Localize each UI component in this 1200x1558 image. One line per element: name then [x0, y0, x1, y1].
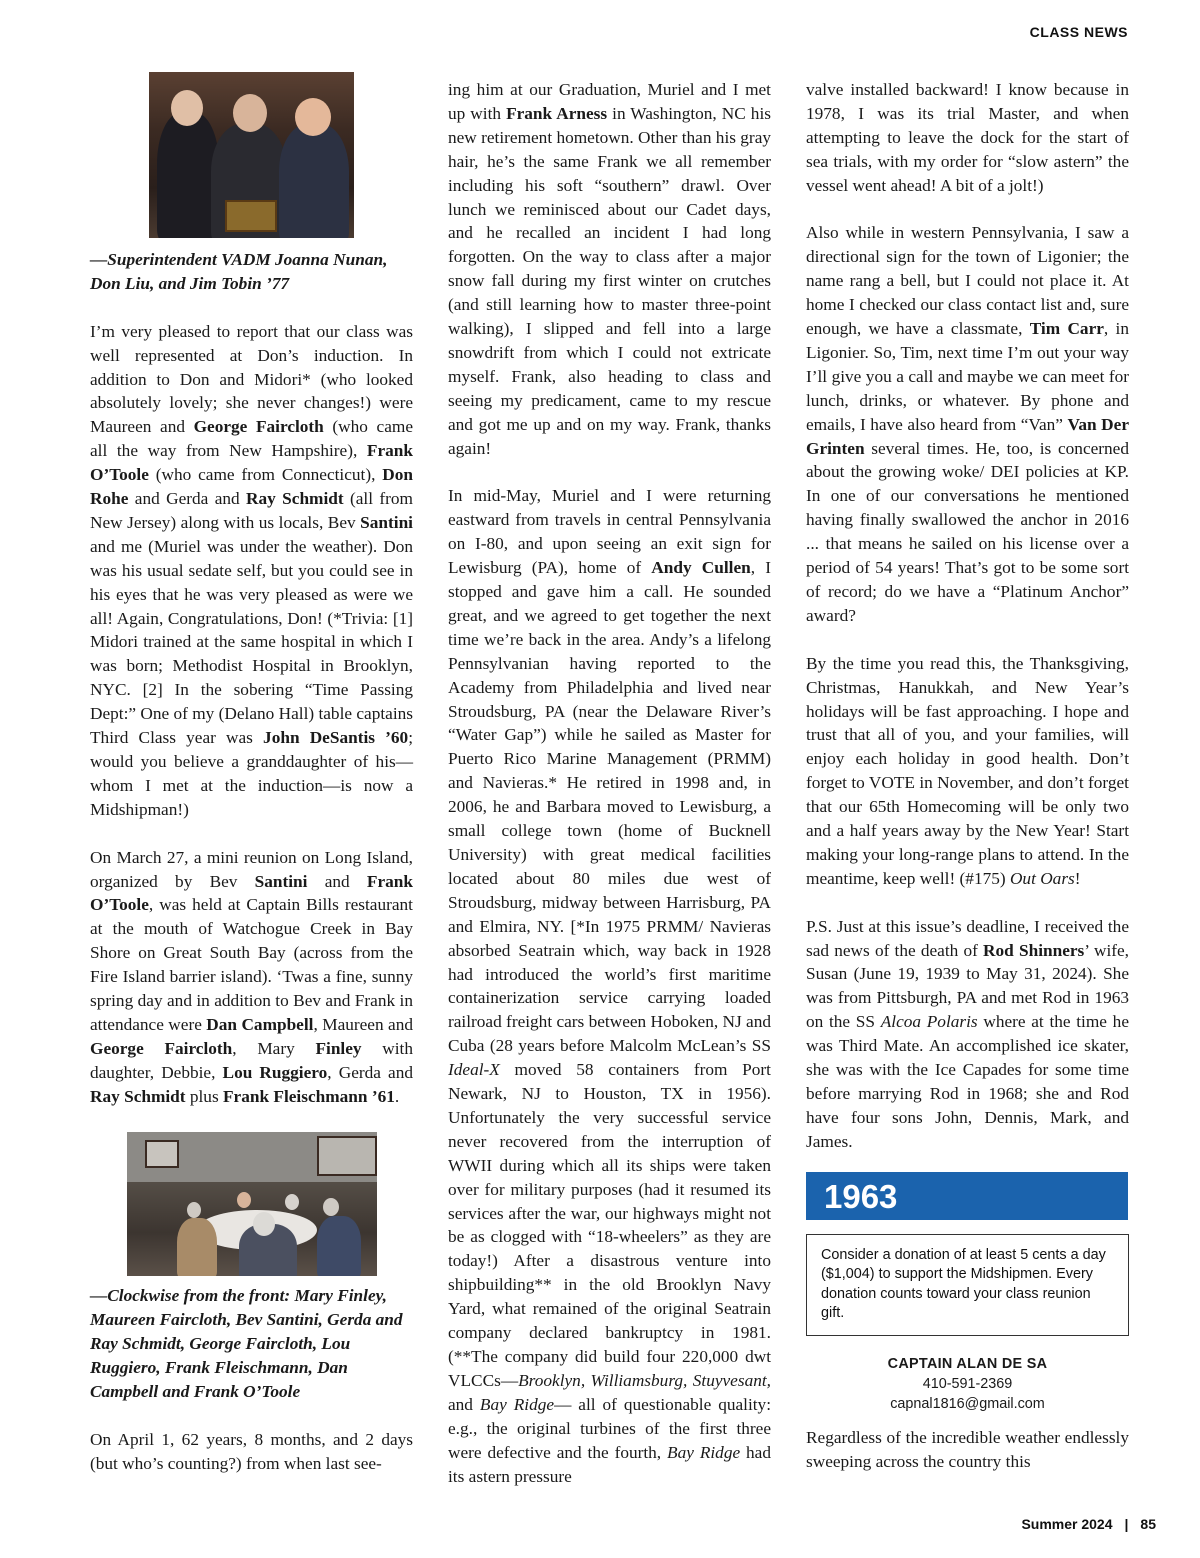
- col2-paragraph-2: In mid-May, Muriel and I were returning eastward from travels in central Pennsylvania on I-80, and upon seeing an exit sign for Lewisburg (PA), home of Andy Cullen, I stopped and gave him a call. He sounded great, and we agreed to get together the next time we’re back in the area. Andy’s a lifelong Pennsylvanian having reported to the Academy from Philadelphia and lived near Stroudsburg, PA (near the Delaware River’s “Water Gap”) while he sailed as Master for Puerto Rico Marine Management (PRMM) and Navieras.* He retired in 1998 and, in 2006, he and Barbara moved to Lewisburg, a small college town (home of Bucknell University) with great medical facilities located about 80 miles due west of Stroudsburg, midway between Harrisburg, PA and Elmira, NY. [*In 1975 PRMM/ Navieras absorbed Seatrain which, way back in 1928 had introduced the world’s first maritime containerization service carrying loaded railroad freight cars between Hoboken, NJ and Cuba (28 years before Malcolm McLean’s SS Ideal-X moved 58 containers from Port Newark, NJ to Houston, TX in 1956). Unfortunately the very successful service never recovered from the interruption of WWII during which all its ships were taken over for military purposes (had it resumed its services after the war, our highways might not be as clogged with “18-wheelers” as they are today!) After a disastrous venture into shipbuilding** in the old Brooklyn Navy Yard, what remained of the original Seatrain company declared bankruptcy in 1981. (**The company did build four 220,000 dwt VLCCs—Brooklyn, Williamsburg, Stuyvesant, and Bay Ridge— all of questionable quality: e.g., the original turbines of the first three were defective and the fourth, Bay Ridge had its astern pressure: [448, 486, 771, 1486]
- footer-separator: |: [1124, 1516, 1129, 1532]
- col3-paragraph-1: valve installed backward! I know because in 1978, I was its trial Master, and when attempting to leave the dock for the start of sea trials, with my order for “slow astern” the vessel went ahead! A bit of a jolt!): [806, 80, 1129, 195]
- col1-paragraph-1: I’m very pleased to report that our class was well represented at Don’s induction. In addition to Don and Midori* (who looked absolutely lovely; she never changes!) were Maureen and George Faircloth (who came all the way from New Hampshire), Frank O’Toole (who came from Connecticut), Don Rohe and Gerda and Ray Schmidt (all from New Jersey) along with us locals, Bev Santini and me (Muriel was under the weather). Don was his usual sedate self, but you could see in his eyes that he was very pleased as were we all! Again, Congratulations, Don! (*Trivia: [1] Midori trained at the same hospital in which I was born; Methodist Hospital in Brooklyn, NYC. [2] In the sobering “Time Passing Dept:” One of my (Delano Hall) table captains Third Class year was John DeSantis ’60; would you believe a granddaughter of his—whom I met at the induction—is now a Midshipman!): [90, 321, 413, 819]
- col3-paragraph-2: Also while in western Pennsylvania, I saw a directional sign for the town of Ligonier; the name rang a bell, but I could not place it. At home I checked our class contact list and, sure enough, we have a classmate, Tim Carr, in Ligonier. So, Tim, next time I’m out your way I’ll give you a call and maybe we can meet for lunch, drinks, or whatever. By phone and emails, I have also heard from “Van” Van Der Grinten several times. He, too, is concerned about the growing woke/ DEI policies at KP. In one of our conversations he mentioned having finally swallowed the anchor in 2016 ... that means he sailed on his license over a period of 54 years! That’s got to be some sort of record; do we have a “Platinum Anchor” award?: [806, 223, 1129, 625]
- column-3: [806, 78, 1129, 1497]
- photo-reunion: [127, 1132, 377, 1276]
- class-year-banner: 1963: [806, 1172, 1128, 1220]
- donation-box: Consider a donation of at least 5 cents a day ($1,004) to support the Midshipmen. Every donation counts toward your class reunion gift.: [806, 1234, 1129, 1336]
- col3-paragraph-5: Regardless of the incredible weather endlessly sweeping across the country this: [806, 1427, 1129, 1471]
- photo-superintendent: [149, 72, 354, 238]
- contact-name: CAPTAIN ALAN DE SA: [887, 1355, 1048, 1372]
- issue-label: Summer 2024: [1021, 1516, 1113, 1532]
- col3-paragraph-3: By the time you read this, the Thanksgiving, Christmas, Hanukkah, and New Year’s holidays will be fast approaching. I hope and trust that all of you, and your families, will enjoy each holiday in good health. Don’t forget to VOTE in November, and don’t forget that our 65th Homecoming will be only two and a half years away by the New Year! Start making your long-range plans to attend. In the meantime, keep well! (#175) Out Oars!: [806, 653, 1129, 888]
- col3-paragraph-4: P.S. Just at this issue’s deadline, I received the sad news of the death of Rod Shinners’ wife, Susan (June 19, 1939 to May 31, 2024). She was from Pittsburgh, PA and met Rod in 1963 on the SS Alcoa Polaris where at the time he was Third Mate. An accomplished ice skater, she was with the Ice Capades for some time before marrying Rod in 1968; she and Rod have four sons John, Dennis, Mark, and James.: [806, 916, 1129, 1151]
- col2-paragraph-1: ing him at our Graduation, Muriel and I met up with Frank Arness in Washington, NC his new retirement hometown. Other than his gray hair, he’s the same Frank we all remember including his soft “southern” drawl. Over lunch we reminisced about our Cadet days, and he recalled an incident I had long forgotten. On the way to class after a major snow fall during my first winter on crutches (and still learning how to master three-point walking), I slipped and fell into a large snowdrift from which I could not extricate myself. Frank, also heading to class and seeing my predicament, came to my rescue and got me up and on my way. Frank, thanks again!: [448, 80, 771, 458]
- page-number: 85: [1140, 1516, 1156, 1532]
- photo2-caption: —Clockwise from the front: Mary Finley, Maureen Faircloth, Bev Santini, Gerda and Ray Schmidt, George Faircloth, Lou Ruggiero, Frank Fleischmann, Dan Campbell and Frank O’Toole: [90, 1286, 403, 1402]
- col1-paragraph-3: On April 1, 62 years, 8 months, and 2 days (but who’s counting?) from when last see-: [90, 1429, 413, 1473]
- page-footer: [1021, 1516, 1156, 1532]
- class-contact: [806, 1354, 1129, 1414]
- contact-email: capnal1816@gmail.com: [890, 1395, 1045, 1412]
- contact-phone: 410-591-2369: [922, 1375, 1013, 1392]
- col1-paragraph-2: On March 27, a mini reunion on Long Island, organized by Bev Santini and Frank O’Toole, was held at Captain Bills restaurant at the mouth of Watchogue Creek in Bay Shore on Great South Bay (across from the Fire Island barrier island). ‘Twas a fine, sunny spring day and in addition to Bev and Frank in attendance were Dan Campbell, Maureen and George Faircloth, Mary Finley with daughter, Debbie, Lou Ruggiero, Gerda and Ray Schmidt plus Frank Fleischmann ’61.: [90, 847, 413, 1106]
- section-label: CLASS NEWS: [1029, 24, 1128, 40]
- column-1: [90, 72, 413, 1500]
- column-2: [448, 78, 771, 1512]
- photo1-caption: —Superintendent VADM Joanna Nunan, Don Liu, and Jim Tobin ’77: [90, 250, 388, 293]
